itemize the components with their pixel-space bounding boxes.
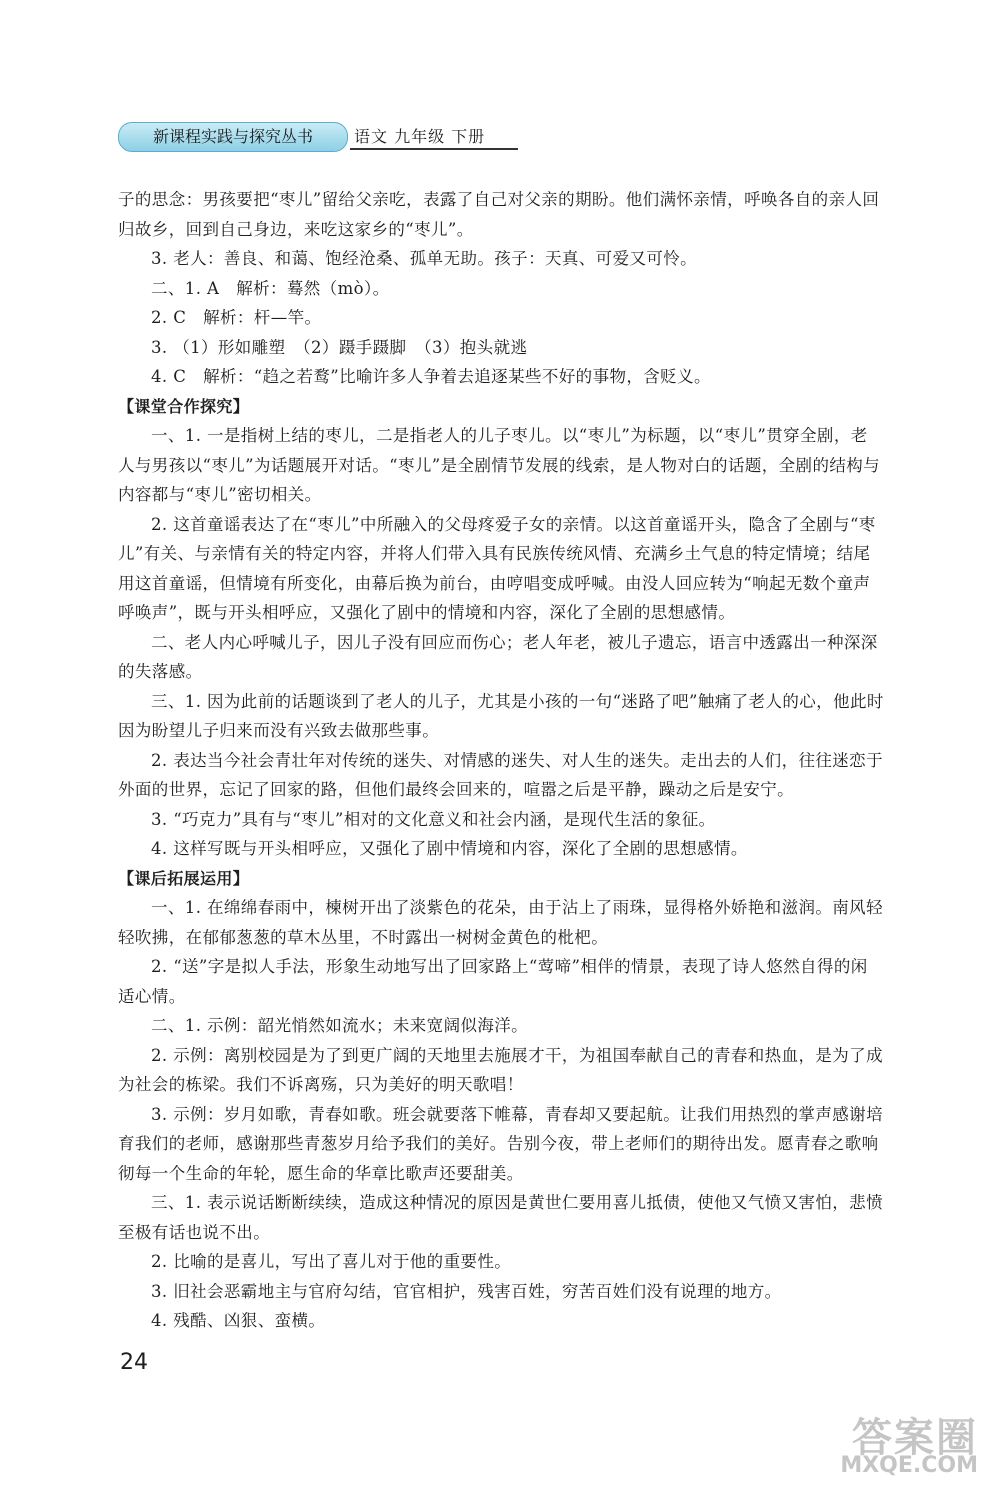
answer-paragraph: 3. （1）形如雕塑 （2）蹑手蹑脚 （3）抱头就逃 [151, 337, 528, 357]
answer-paragraph: 2. “送”字是拟人手法，形象生动地写出了回家路上“莺啼”相伴的情景，表现了诗人悠然自得的闲适心情。 [118, 957, 868, 1006]
answer-paragraph: 2. 比喻的是喜儿，写出了喜儿对于他的重要性。 [151, 1252, 512, 1271]
answer-paragraph: 一、1. 一是指树上结的枣儿，二是指老人的儿子枣儿。以“枣儿”为标题，以“枣儿”贯穿全剧，老人与男孩以“枣儿”为话题展开对话。“枣儿”是全剧情节发展的线索，是人物对白的话题，全剧的结构与内容都与“枣儿”密切相关。 [118, 426, 881, 504]
answer-paragraph: 二、1. A 解析：蓦然（mò）。 [151, 278, 390, 298]
answer-paragraph: 3. 旧社会恶霸地主与官府勾结，官官相护，残害百姓，穷苦百姓们没有说理的地方。 [151, 1281, 782, 1301]
answer-paragraph: 4. 残酷、凶狠、蛮横。 [151, 1311, 326, 1330]
answer-paragraph: 二、1. 示例：韶光悄然如流水；未来宽阔似海洋。 [151, 1016, 529, 1035]
answer-paragraph: 二、老人内心呼喊儿子，因儿子没有回应而伤心；老人年老，被儿子遗忘，语言中透露出一种深深的失落感。 [118, 632, 878, 681]
answer-paragraph: 4. C 解析：“趋之若鹜”比喻许多人争着去追逐某些不好的事物，含贬义。 [151, 367, 711, 386]
watermark-logo [758, 1406, 978, 1478]
answer-paragraph: 2. 这首童谣表达了在“枣儿”中所融入的父母疼爱子女的亲情。以这首童谣开头，隐含了全剧与“枣儿”有关、与亲情有关的特定内容，并将人们带入具有民族传统风情、充满乡土气息的特定情境；结尾用这首童谣，但情境有所变化，由幕后换为前台，由哼唱变成呼喊。由没人回应转为“响起无数个童声呼唤声”，既与开头相呼应，又强化了剧中的情境和内容，深化了全剧的思想感情。 [118, 514, 876, 622]
subject-grade-label: 语文 九年级 下册 [354, 127, 486, 146]
page-number: 24 [120, 1350, 148, 1375]
watermark-title: 答案圈 [852, 1415, 978, 1461]
section-heading: 【课堂合作探究】 [118, 396, 250, 416]
answer-text-body [118, 185, 884, 1336]
answer-paragraph: 3. “巧克力”具有与“枣儿”相对的文化意义和社会内涵，是现代生活的象征。 [151, 809, 716, 829]
answer-paragraph: 三、1. 因为此前的话题谈到了老人的儿子，尤其是小孩的一句“迷路了吧”触痛了老人的心，他此时因为盼望儿子归来而没有兴致去做那些事。 [118, 691, 884, 740]
answer-paragraph: 3. 老人：善良、和蔼、饱经沧桑、孤单无助。孩子：天真、可爱又可怜。 [151, 249, 698, 268]
answer-paragraph: 一、1. 在绵绵春雨中，楝树开出了淡紫色的花朵，由于沾上了雨珠，显得格外娇艳和滋润。南风轻轻吹拂，在郁郁葱葱的草木丛里，不时露出一树树金黄色的枇杷。 [118, 898, 883, 947]
answer-paragraph: 4. 这样写既与开头相呼应，又强化了剧中情境和内容，深化了全剧的思想感情。 [151, 839, 748, 858]
header-rule [350, 148, 518, 150]
answer-paragraph: 三、1. 表示说话断断续续，造成这种情况的原因是黄世仁要用喜儿抵债，使他又气愤又害怕，悲愤至极有话也说不出。 [118, 1193, 883, 1242]
answer-paragraph: 2. 示例：离别校园是为了到更广阔的天地里去施展才干，为祖国奉献自己的青春和热血，是为了成为社会的栋梁。我们不诉离殇，只为美好的明天歌唱！ [118, 1045, 883, 1094]
series-title-badge: 新课程实践与探究丛书 [118, 122, 348, 152]
answer-paragraph: 2. 表达当今社会青壮年对传统的迷失、对情感的迷失、对人生的迷失。走出去的人们，往往迷恋于外面的世界，忘记了回家的路，但他们最终会回来的，喧嚣之后是平静，躁动之后是安宁。 [118, 750, 883, 799]
answer-paragraph: 3. 示例：岁月如歌，青春如歌。班会就要落下帷幕，青春却又要起航。让我们用热烈的掌声感谢培育我们的老师，感谢那些青葱岁月给予我们的美好。告别今夜，带上老师们的期待出发。愿青春之歌响彻每一个生命的年轮，愿生命的华章比歌声还要甜美。 [118, 1104, 883, 1183]
answer-paragraph: 2. C 解析：杆—竿。 [151, 308, 322, 327]
watermark-url: MXQE.COM [840, 1453, 978, 1478]
answer-paragraph: 子的思念：男孩要把“枣儿”留给父亲吃，表露了自己对父亲的期盼。他们满怀亲情，呼唤各自的亲人回归故乡，回到自己身边，来吃这家乡的“枣儿”。 [118, 190, 880, 239]
running-header [118, 118, 518, 152]
section-heading: 【课后拓展运用】 [118, 868, 250, 888]
